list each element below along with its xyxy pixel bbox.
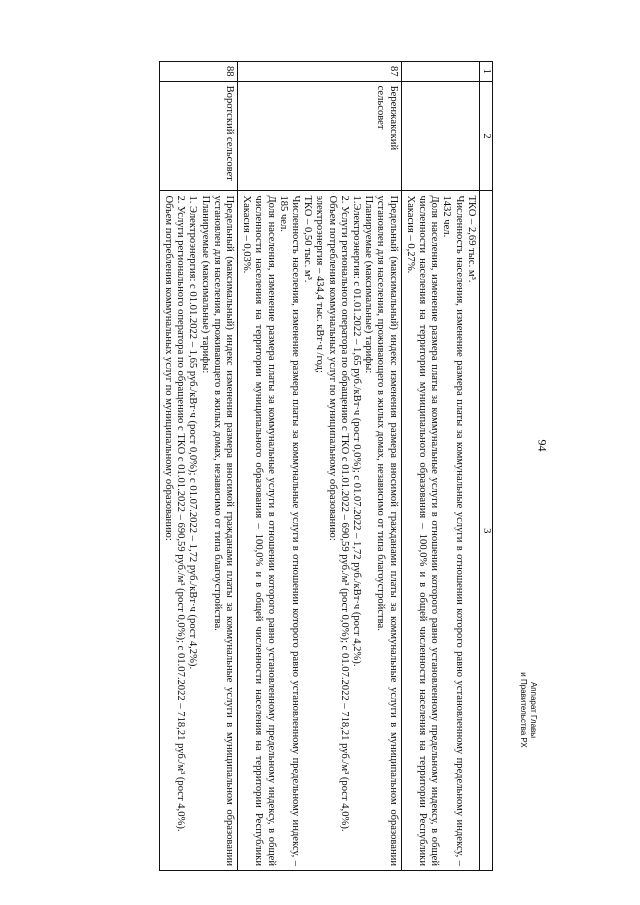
content-line: Объем потребления коммунальных услуг по муниципальному образованию: [326, 195, 338, 541]
header-col-2: 2 [479, 81, 492, 191]
content-cell [237, 191, 401, 871]
header-col-1: 1 [479, 62, 492, 82]
table-row-88 [159, 62, 237, 871]
stamp-line: Аппарат Главы [529, 681, 538, 739]
content-line: Планируемые (максимальные) тарифы: [363, 195, 375, 374]
stamp-line: и Правительства РХ [519, 672, 528, 748]
table-header-row [479, 62, 492, 871]
content-line: 1. Электроэнергия: с 01.01.2022 – 1,65 руб./кВт·ч (рост 0,0%); с 01.07.2022 – 1,72 руб./кВт·ч (рост 4,2%). [187, 195, 199, 670]
content-line: Планируемые (максимальные) тарифы: [199, 195, 211, 374]
row-number-cell [401, 62, 479, 82]
content-cell [159, 191, 237, 871]
header-col-3: 3 [479, 191, 492, 871]
content-line: ТКО – 2,69 тыс. м³. [465, 195, 477, 283]
tariff-table [159, 61, 493, 871]
row-number-cell: 87 [237, 62, 401, 82]
content-line: электроэнергия – 434,4 тыс. кВт·ч /год; [314, 195, 326, 373]
row-number-cell: 88 [159, 62, 237, 82]
page-number: 94 [535, 439, 550, 452]
table-row-continuation [401, 62, 479, 871]
content-line: ТКО – 0,50 тыс. м³. [302, 195, 314, 283]
content-line: 1.Электроэнергия: с 01.01.2022 – 1,65 руб./кВт·ч (рост 0,0%); с 01.07.2022 – 1,72 руб./кВт·ч (рост 4,2%). [350, 195, 362, 667]
content-line: 2. Услуги регионального оператора по обращению с ТКО с 01.01.2022 – 690,59 руб./м³ (рост 0,0%); с 01.07.2022 – 718,21 руб./м³ (рост 4,0%). [338, 195, 350, 832]
content-line: Предельный (максимальный) индекс изменения размера вносимой гражданами платы за коммунальные услуги в муниципальном образовании установлен для населения, проживающего в жилых домах, независимо от типа благоустройства. [375, 195, 399, 866]
content-line: Предельный (максимальный) индекс изменения размера вносимой гражданами платы за коммунальные услуги в муниципальном образовании установлен для населения, проживающего в жилых домах, независимо от типа благоустройства. [211, 195, 235, 866]
content-line: Доля населения, изменение размера платы за коммунальные услуги в отношении которого равно установленному предельному индексу, в общей численности населения на территории муниципального образования – 100,0% и в общей численности населения на территории Республики Хакасия – 0,27%. [404, 195, 441, 866]
office-stamp [498, 650, 538, 770]
content-cell [401, 191, 479, 871]
municipality-cell: Беренжакский сельсовет [237, 81, 401, 191]
rotated-table-block [108, 61, 493, 871]
table-row-87 [237, 62, 401, 871]
content-line: 2. Услуги регионального оператора по обращению с ТКО с 01.01.2022 – 690,59 руб./м³ (рост 0,0%); с 01.07.2022 – 718,21 руб./м³ (рост 4,0%). [175, 195, 187, 832]
content-line: Численность населения, изменение размера платы за коммунальные услуги в отношении которого равно установленному предельному индексу, – 1432 чел. [441, 195, 465, 866]
municipality-cell: Воротский сельсовет [159, 81, 237, 191]
content-line: Численность населения, изменение размера платы за коммунальные услуги в отношении которого равно установленному предельному индексу, – 185 чел. [277, 195, 301, 866]
content-line: Объем потребления коммунальных услуг по муниципальному образованию: [162, 195, 174, 541]
content-line: Доля населения, изменение размера платы за коммунальные услуги в отношении которого равно установленному предельному индексу, в общей численности населения на территории муниципального образования – 100,0% и в общей численности населения на территории Республики Хакасия – 0,03%. [241, 195, 277, 866]
municipality-cell [401, 81, 479, 191]
